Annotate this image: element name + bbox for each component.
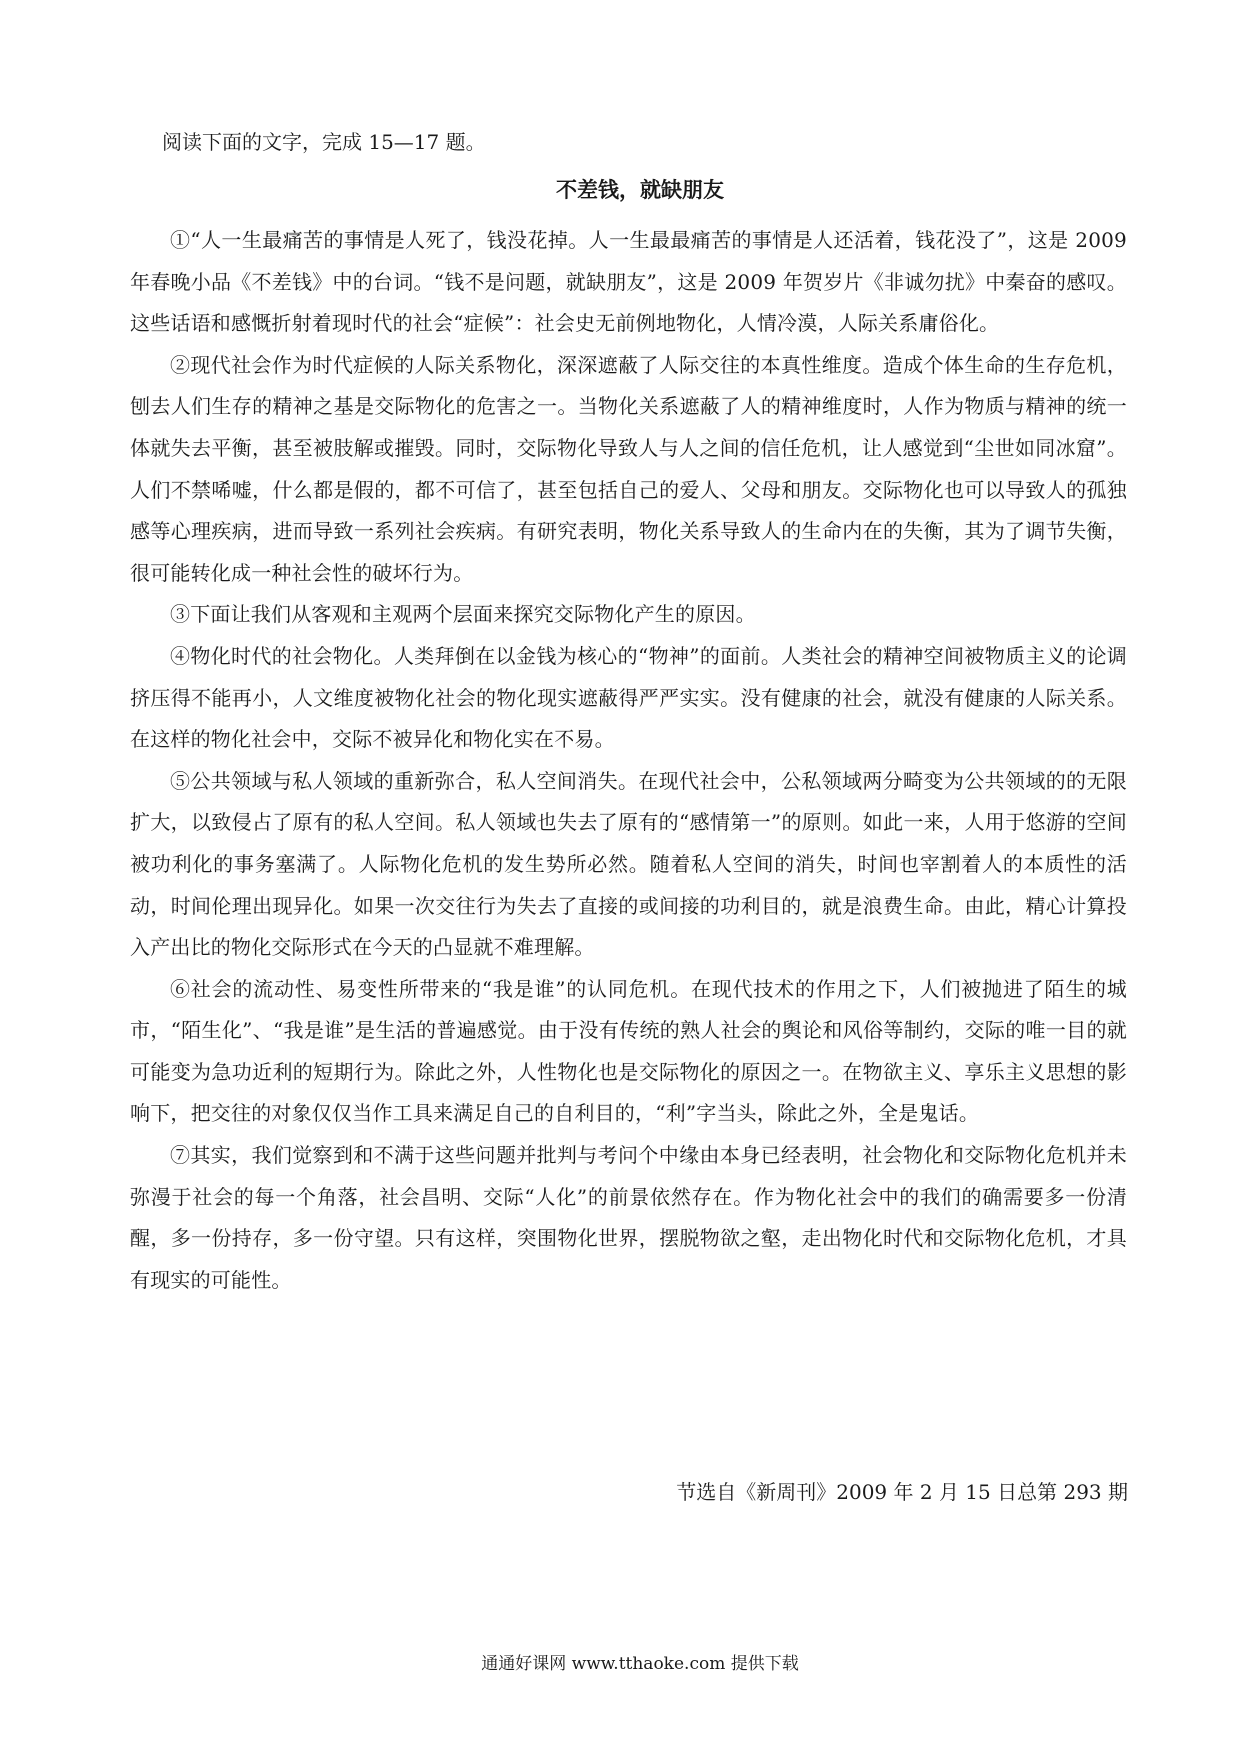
reading-instruction: 阅读下面的文字，完成 15—17 题。 xyxy=(162,130,486,154)
article-body xyxy=(130,220,1127,1301)
paragraph-4: ④物化时代的社会物化。人类拜倒在以金钱为核心的“物神”的面前。人类社会的精神空间被物质主义的论调挤压得不能再小，人文维度被物化社会的物化现实遮蔽得严严实实。没有健康的社会，就没有健康的人际关系。在这样的物化社会中，交际不被异化和物化实在不易。 xyxy=(130,643,1127,752)
paragraph-7: ⑦其实，我们觉察到和不满于这些问题并批判与考问个中缘由本身已经表明，社会物化和交际物化危机并未弥漫于社会的每一个角落，社会昌明、交际“人化”的前景依然存在。作为物化社会中的我们的确需要多一份清醒，多一份持存，多一份守望。只有这样，突围物化世界，摆脱物欲之壑，走出物化时代和交际物化危机，才具有现实的可能性。 xyxy=(130,1143,1127,1292)
page-footer: 通通好课网 www.tthaoke.com 提供下载 xyxy=(481,1654,799,1674)
paragraph-3: ③下面让我们从客观和主观两个层面来探究交际物化产生的原因。 xyxy=(170,602,756,627)
article-title: 不差钱，就缺朋友 xyxy=(556,178,724,202)
paragraph-1: ①“人一生最痛苦的事情是人死了，钱没花掉。人一生最最痛苦的事情是人还活着，钱花没了”，这是 2009 年春晚小品《不差钱》中的台词。“钱不是问题，就缺朋友”，这是 2009 年贺岁片《非诚勿扰》中秦奋的感叹。这些话语和感慨折射着现时代的社会“症候”：社会史无前例地物化，人情冷漠，人际关系庸俗化。 xyxy=(130,228,1127,336)
paragraph-2: ②现代社会作为时代症候的人际关系物化，深深遮蔽了人际交往的本真性维度。造成个体生命的生存危机，刨去人们生存的精神之基是交际物化的危害之一。当物化关系遮蔽了人的精神维度时，人作为物质与精神的统一体就失去平衡，甚至被肢解或摧毁。同时，交际物化导致人与人之间的信任危机，让人感觉到“尘世如同冰窟”。人们不禁唏嘘，什么都是假的，都不可信了，甚至包括自己的爱人、父母和朋友。交际物化也可以导致人的孤独感等心理疾病，进而导致一系列社会疾病。有研究表明，物化关系导致人的生命内在的失衡，其为了调节失衡，很可能转化成一种社会性的破坏行为。 xyxy=(130,352,1127,585)
article-source: 节选自《新周刊》2009 年 2 月 15 日总第 293 期 xyxy=(676,1480,1128,1504)
paragraph-6: ⑥社会的流动性、易变性所带来的“我是谁”的认同危机。在现代技术的作用之下，人们被抛进了陌生的城市，“陌生化”、“我是谁”是生活的普遍感觉。由于没有传统的熟人社会的舆论和风俗等制约，交际的唯一目的就可能变为急功近利的短期行为。除此之外，人性物化也是交际物化的原因之一。在物欲主义、享乐主义思想的影响下，把交往的对象仅仅当作工具来满足自己的自利目的，“利”字当头，除此之外，全是鬼话。 xyxy=(130,976,1127,1126)
paragraph-5: ⑤公共领域与私人领域的重新弥合，私人空间消失。在现代社会中，公私领域两分畸变为公共领域的的无限扩大，以致侵占了原有的私人空间。私人领域也失去了原有的“感情第一”的原则。如此一来，人用于悠游的空间被功利化的事务塞满了。人际物化危机的发生势所必然。随着私人空间的消失，时间也宰割着人的本质性的活动，时间伦理出现异化。如果一次交往行为失去了直接的或间接的功利目的，就是浪费生命。由此，精心计算投入产出比的物化交际形式在今天的凸显就不难理解。 xyxy=(130,768,1127,960)
